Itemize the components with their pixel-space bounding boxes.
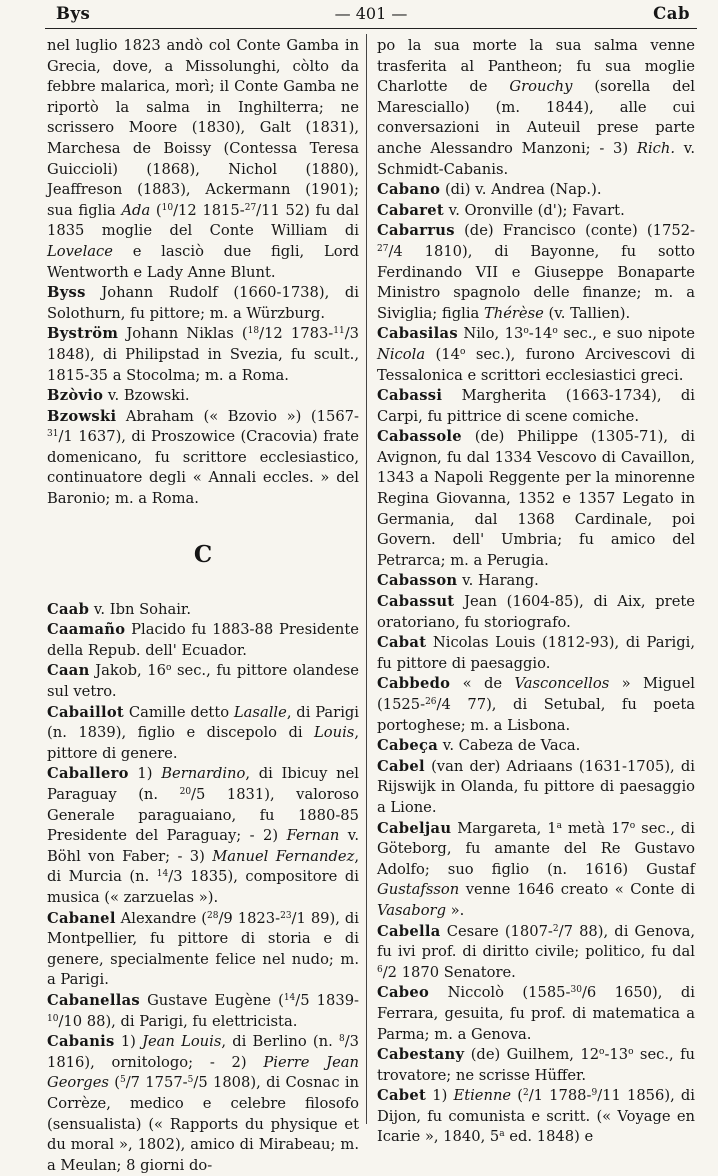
entry-headword: Cabet — [377, 1087, 427, 1105]
dictionary-entry — [377, 571, 695, 592]
entry-headword: Byström — [47, 325, 119, 343]
dictionary-entry — [47, 36, 359, 283]
dictionary-entry — [377, 922, 695, 984]
dictionary-entry — [377, 983, 695, 1045]
entry-headword: Cabeljau — [377, 819, 452, 837]
dictionary-entry — [377, 221, 695, 324]
header-rule — [45, 28, 697, 29]
entry-text: Niccolò (1585-$^{30}$/6 1650), di Ferrara, gesuita, fu prof. di matematica a Parma; m. a Genova. — [377, 984, 695, 1043]
entry-text: (di) v. Andrea (Nap.). — [440, 181, 602, 199]
entry-headword: Cabella — [377, 922, 441, 940]
dictionary-entry — [47, 661, 359, 702]
entry-text: v. Cabeza de Vaca. — [438, 737, 581, 755]
entry-headword: Caamaño — [47, 621, 126, 639]
entry-text: Nicolas Louis (1812-93), di Parigi, fu pittore di paesaggio. — [377, 634, 695, 672]
entry-headword: Cabassole — [377, 428, 462, 446]
entry-text: Jean (1604-85), di Aix, prete oratoriano, fu storiografo. — [377, 593, 695, 631]
entry-text: Jakob, 16$^o$ sec., fu pittore olandese sul vetro. — [47, 662, 359, 701]
entry-text: v. Bzowski. — [103, 387, 190, 405]
entry-headword: Cabbedo — [377, 675, 451, 693]
entry-text: v. Harang. — [457, 572, 539, 590]
entry-headword: Cabaret — [377, 201, 444, 219]
entry-headword: Cabano — [377, 181, 441, 199]
entry-text: Margareta, 1$^a$ metà 17$^o$ sec., di Göteborg, fu amante del Re Gustavo Adolfo; suo figlio (n. 1616) Gustaf Gustafsson venne 1646 creato « Conte di Vasaborg ». — [377, 819, 695, 919]
dictionary-entry — [377, 592, 695, 633]
dictionary-entry — [377, 427, 695, 571]
entry-text: po la sua morte la sua salma venne trasferita al Pantheon; fu sua moglie Charlotte de Grouchy (sorella del Maresciallo) (m. 1844), alle cui conversazioni in Auteuil prese parte anche Alessandro Manzoni; - 3) Rich. v. Schmidt-Cabanis. — [377, 37, 695, 178]
left-entries-c — [47, 600, 359, 1176]
entry-headword: Bzowski — [47, 407, 117, 425]
dictionary-entry — [377, 633, 695, 674]
entry-text: Abraham (« Bzovio ») (1567-$^{31}$/1 1637), di Proszowice (Cracovia) frate domenicano, fu scrittore ecclesiastico, continuatore degli « Annali eccles. » del Baronio; m. a Roma. — [47, 407, 359, 508]
dictionary-entry — [377, 736, 695, 757]
entry-text: 1) Etienne ($^2$/1 1788-$^9$/11 1856), di Dijon, fu comunista e scritt. (« Voyage en Icarie », 1840, 5$^a$ ed. 1848) e — [377, 1087, 696, 1146]
dictionary-entry — [47, 909, 359, 991]
entry-headword: Caballero — [47, 765, 129, 783]
header-left-guideword: Bys — [56, 4, 91, 23]
entry-headword: Caab — [47, 600, 90, 618]
entry-text: Nilo, 13$^o$-14$^o$ sec., e suo nipote Nicola (14$^o$ sec.), furono Arcivescovi di Tessalonica e scrittori ecclesiastici greci. — [377, 325, 695, 384]
entry-text: Cesare (1807-$^2$/7 88), di Genova, fu ivi prof. di diritto civile; politico, fu dal $^6$/2 1870 Senatore. — [377, 922, 695, 981]
entry-text: v. Oronville (d'); Favart. — [443, 201, 625, 219]
page-number: — 401 — — [334, 4, 408, 23]
dictionary-entry — [47, 620, 359, 661]
entry-headword: Cabat — [377, 634, 427, 652]
entry-text: Johann Niklas ($^{18}$/12 1783-$^{11}$/3 1848), di Philipstad in Svezia, fu scult., 1815-35 a Stocolma; m. a Roma. — [47, 325, 359, 384]
dictionary-entry — [377, 757, 695, 819]
dictionary-entry — [47, 1032, 359, 1176]
left-column — [47, 36, 359, 1176]
entry-headword: Cabeça — [377, 737, 439, 755]
entry-headword: Cabanel — [47, 909, 116, 927]
entry-text: (de) Guilhem, 12$^o$-13$^o$ sec., fu trovatore; ne scrisse Hüffer. — [377, 1046, 695, 1084]
dictionary-entry — [47, 764, 359, 908]
entry-text: (de) Francisco (conte) (1752-$^{27}$/4 1810), di Bayonne, fu sotto Ferdinando VII e Giuseppe Bonaparte Ministro spagnolo delle finanze; m. a Siviglia; figlia Thérèse (v. Tallien). — [377, 222, 695, 322]
dictionary-entry — [377, 1086, 695, 1148]
entry-text: Alexandre ($^{28}$/9 1823-$^{23}$/1 89), di Montpellier, fu pittore di storia e di genere, specialmente felice nel nudo; m. a Parigi. — [47, 909, 359, 989]
dictionary-entry — [377, 674, 695, 736]
entry-text: « de Vasconcellos » Miguel (1525-$^{26}$/4 77), di Setubal, fu poeta portoghese; m. a Lisbona. — [377, 675, 695, 734]
entry-headword: Cabel — [377, 757, 425, 775]
entry-text: nel luglio 1823 andò col Conte Gamba in Grecia, dove, a Missolunghi, còlto da febbre malarica, morì; il Conte Gamba ne riportò la salma in Inghilterra; ne scrissero Moore (1830), Galt (1831), Marchesa de Boissy (Contessa Teresa Guiccioli) (1868), Nichol (1880), Jeaffreson (1883), Ackermann (1901); sua figlia Ada ($^{10}$/12 1815-$^{27}$/11 52) fu dal 1835 moglie del Conte William di Lovelace e lasciò due figli, Lord Wentworth e Lady Anne Blunt. — [47, 37, 359, 281]
entry-text: v. Ibn Sohair. — [89, 600, 191, 618]
entry-text: 1) Jean Louis, di Berlino (n. $^8$/3 1816), ornitologo; - 2) Pierre Jean Georges ($^5$/7 1757-$^5$/5 1808), di Cosnac in Corrèze, medico e celebre filosofo (sensualista) (« Rapports du physique et du moral », 1802), amico di Mirabeau; m. a Meulan; 8 giorni do- — [47, 1033, 360, 1174]
entry-text: Camille detto Lasalle, di Parigi (n. 1839), figlio e discepolo di Louis, pittore di genere. — [47, 703, 359, 762]
entry-text: 1) Bernardino, di Ibicuy nel Paraguay (n. $^{20}$/5 1831), valoroso Generale paraguaiano, fu 1880-85 Presidente del Paraguay; - 2) Fernan v. Böhl von Faber; - 3) Manuel Fernandez, di Murcia (n. $^{14}$/3 1835), compositore di musica (« zarzuelas »). — [47, 765, 360, 906]
entry-headword: Cabaillot — [47, 703, 125, 721]
entry-headword: Cabanellas — [47, 991, 140, 1009]
entry-headword: Cabassi — [377, 387, 443, 405]
entry-text: Placido fu 1883-88 Presidente della Repub. dell' Ecuador. — [47, 621, 359, 659]
dictionary-entry — [377, 386, 695, 427]
dictionary-entry — [47, 703, 359, 765]
dictionary-entry — [377, 36, 695, 180]
entry-headword: Cabasson — [377, 572, 458, 590]
dictionary-entry — [47, 386, 359, 407]
dictionary-entry — [47, 407, 359, 510]
entry-headword: Cabarrus — [377, 222, 455, 240]
entry-headword: Bzòvio — [47, 387, 104, 405]
entry-text: (van der) Adriaans (1631-1705), di Rijswijk in Olanda, fu pittore di paesaggio a Lione. — [377, 757, 695, 816]
dictionary-entry — [377, 819, 695, 922]
dictionary-entry — [377, 324, 695, 386]
entry-text: Gustave Eugène ($^{14}$/5 1839-$^{10}$/10 88), di Parigi, fu elettricista. — [47, 991, 359, 1030]
entry-headword: Cabassut — [377, 593, 455, 611]
entry-headword: Caan — [47, 662, 90, 680]
section-letter: C — [193, 540, 213, 568]
left-entries — [47, 36, 359, 510]
entry-text: Margherita (1663-1734), di Carpi, fu pittrice di scene comiche. — [377, 387, 695, 425]
entry-headword: Byss — [47, 284, 86, 302]
running-header — [46, 4, 696, 26]
header-right-guideword: Cab — [653, 4, 690, 23]
dictionary-entry — [377, 180, 695, 201]
dictionary-entry — [47, 600, 359, 621]
dictionary-entry — [47, 283, 359, 324]
entry-headword: Cabestany — [377, 1046, 465, 1064]
right-column — [377, 36, 695, 1148]
entry-text: Johann Rudolf (1660-1738), di Solothurn, fu pittore; m. a Würzburg. — [47, 284, 359, 322]
dictionary-entry — [377, 201, 695, 222]
right-entries — [377, 36, 695, 1148]
dictionary-entry — [47, 991, 359, 1032]
entry-headword: Cabeo — [377, 984, 430, 1002]
dictionary-entry — [377, 1045, 695, 1086]
dictionary-entry — [47, 324, 359, 386]
entry-headword: Cabasilas — [377, 325, 458, 343]
column-divider — [366, 34, 367, 1124]
entry-text: (de) Philippe (1305-71), di Avignon, fu dal 1334 Vescovo di Cavaillon, 1343 a Napoli Reggente per la minorenne Regina Giovanna, 1352 e 1357 Legato in Germania, dal 1368 Cardinale, poi Govern. dell' Umbria; fu amico del Petrarca; m. a Perugia. — [377, 428, 695, 569]
entry-headword: Cabanis — [47, 1033, 115, 1051]
